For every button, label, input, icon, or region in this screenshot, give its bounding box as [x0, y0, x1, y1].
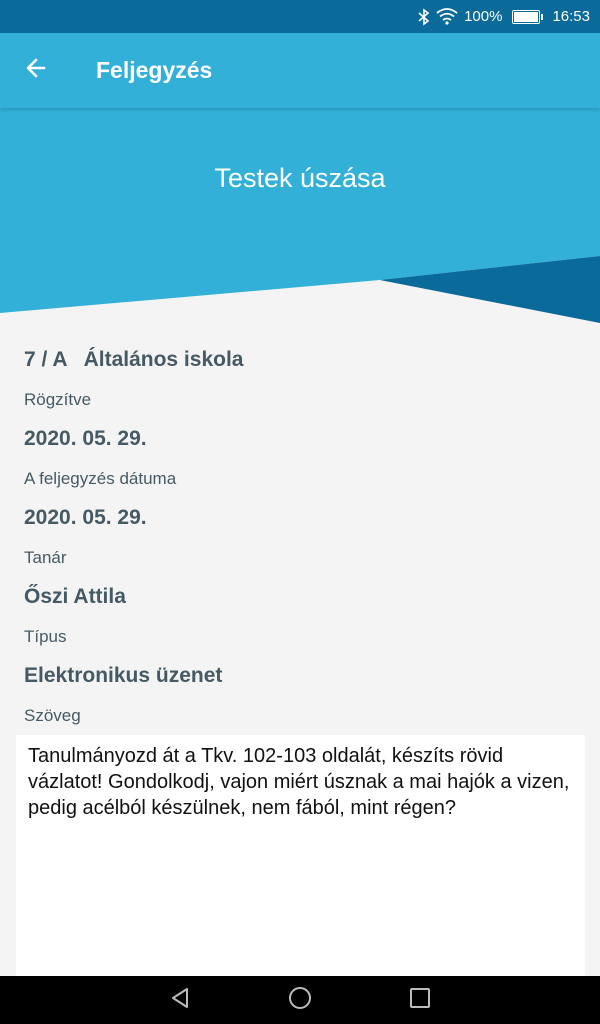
class-school-row — [24, 340, 584, 380]
back-button[interactable] — [0, 33, 72, 108]
note-text: Tanulmányozd át a Tkv. 102-103 oldalát, készíts rövid vázlatot! Gondolkodj, vajon miért úsznak a mai hajók a vizen, pedig acélból készülnek, nem fából, mint régen? — [16, 735, 585, 978]
note-date-label: A feljegyzés dátuma — [24, 469, 177, 488]
nav-back-button[interactable] — [160, 980, 200, 1020]
recents-square-icon — [409, 987, 431, 1014]
bluetooth-icon — [418, 8, 430, 26]
wifi-icon — [436, 8, 458, 25]
clock: 16:53 — [552, 8, 590, 25]
battery-fill — [514, 12, 538, 22]
recorded-label: Rögzítve — [24, 390, 92, 409]
school-name: Általános iskola — [83, 348, 244, 371]
nav-recents-button[interactable] — [400, 980, 440, 1020]
header-banner — [0, 108, 600, 328]
app-title: Feljegyzés — [96, 57, 213, 83]
teacher-value: Őszi Attila — [24, 585, 126, 608]
status-bar — [0, 0, 600, 33]
nav-home-button[interactable] — [280, 980, 320, 1020]
battery-icon — [512, 10, 540, 24]
text-label: Szöveg — [24, 706, 81, 725]
app-bar — [0, 33, 600, 108]
note-date-value: 2020. 05. 29. — [24, 506, 147, 529]
note-details — [24, 340, 584, 735]
note-title: Testek úszása — [214, 163, 386, 193]
navigation-bar — [0, 976, 600, 1024]
arrow-back-icon — [24, 56, 48, 85]
back-triangle-icon — [170, 987, 190, 1014]
type-value: Elektronikus üzenet — [24, 664, 223, 687]
battery-percent: 100% — [464, 8, 503, 25]
class-name: 7 / A — [24, 348, 68, 371]
teacher-label: Tanár — [24, 548, 67, 567]
type-label: Típus — [24, 627, 67, 646]
recorded-value: 2020. 05. 29. — [24, 427, 147, 450]
home-circle-icon — [288, 986, 312, 1015]
